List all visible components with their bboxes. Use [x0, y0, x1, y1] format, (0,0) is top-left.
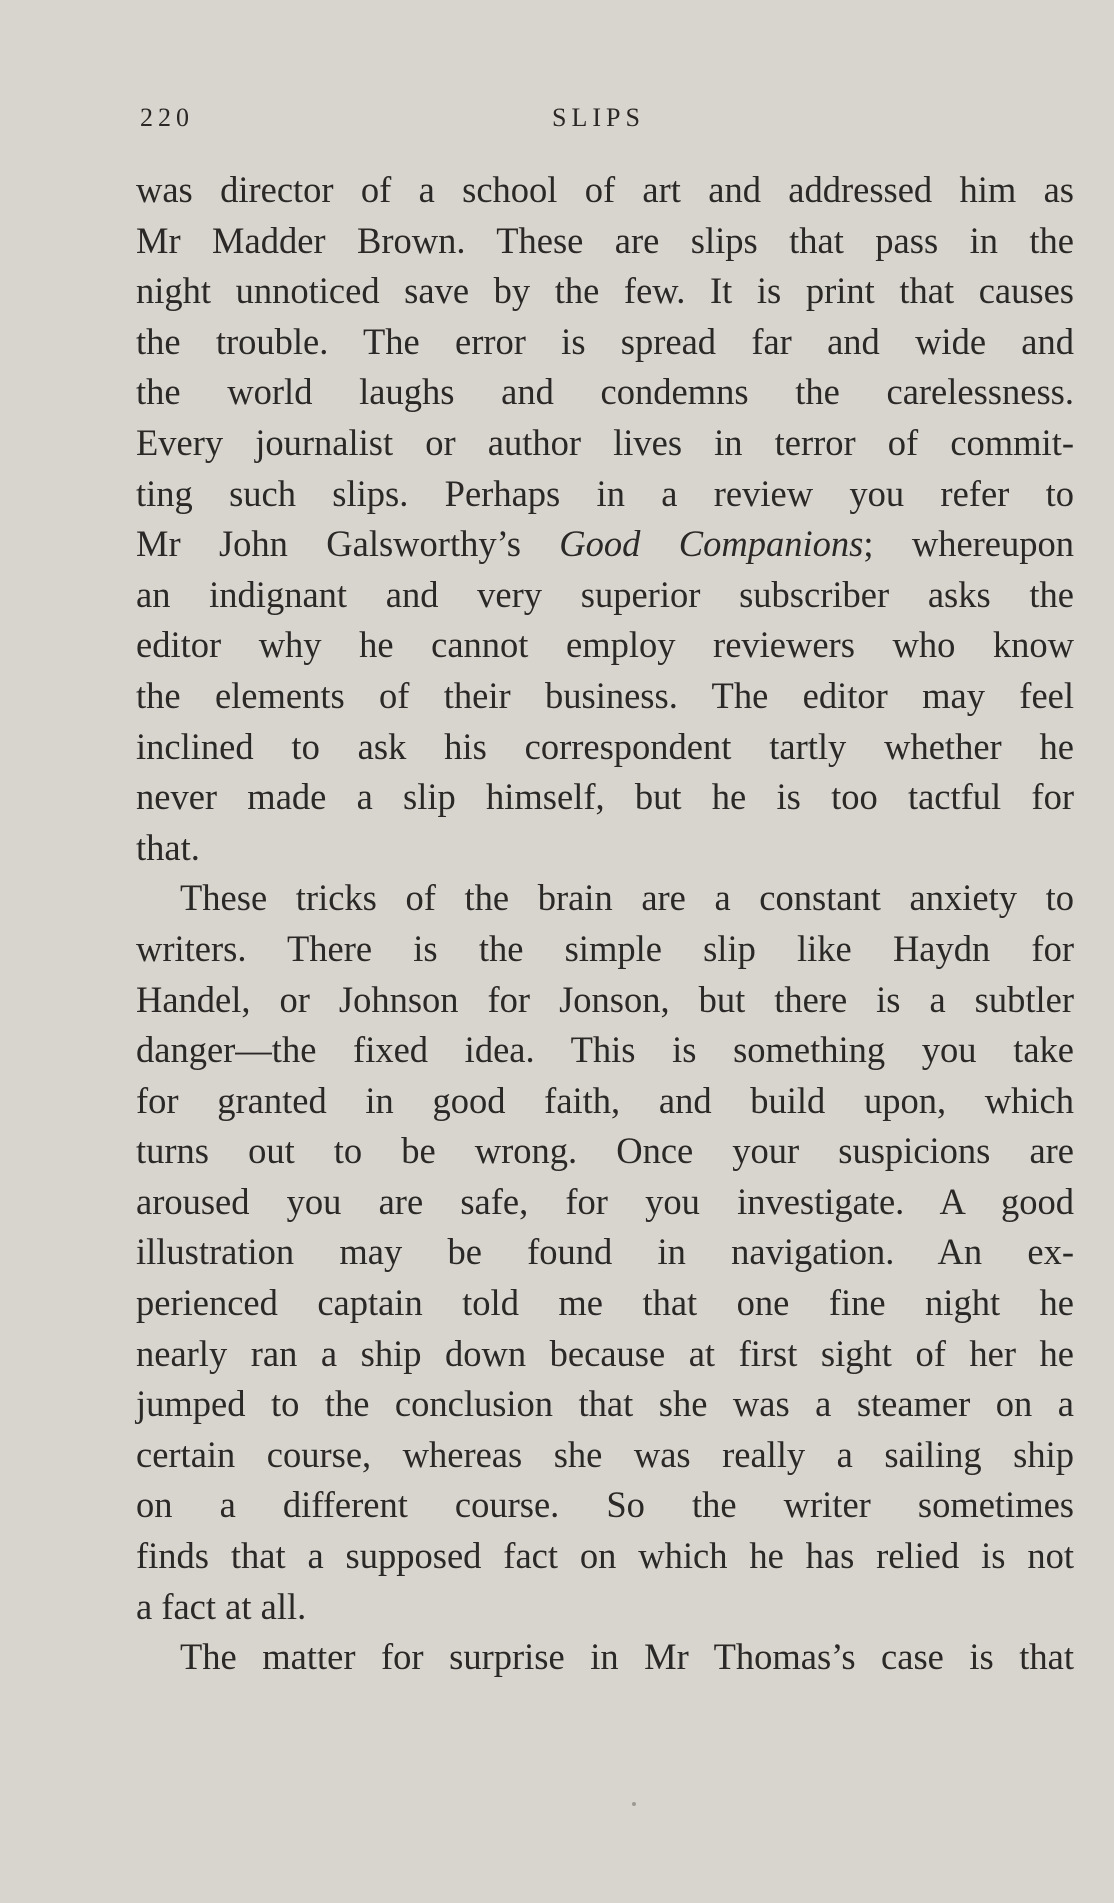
text-line: ting such slips. Perhaps in a review you refer to [136, 472, 1074, 514]
text-line: Handel, or Johnson for Jonson, but there is a subtler [136, 978, 1074, 1020]
text-line: was director of a school of art and addressed him as [136, 169, 1074, 210]
text-line: writers. There is the simple slip like Haydn for [136, 927, 1074, 969]
text-line: turns out to be wrong. Once your suspicions are [136, 1130, 1074, 1172]
text-line: aroused you are safe, for you investigate. A good [136, 1180, 1074, 1222]
text-line: for granted in good faith, and build upon, which [136, 1079, 1074, 1121]
text-line: The matter for surprise in Mr Thomas’s case is that [180, 1636, 1074, 1678]
body-text [136, 165, 1074, 1683]
page-number: 220 [140, 103, 194, 132]
text-line: editor why he cannot employ reviewers who know [136, 624, 1074, 666]
book-title: Good Companions [559, 523, 864, 565]
text-line: the trouble. The error is spread far and wide and [136, 320, 1074, 362]
text-line: These tricks of the brain are a constant anxiety to [180, 877, 1074, 919]
text-line: finds that a supposed fact on which he has relied is not [136, 1535, 1074, 1577]
text-line: Every journalist or author lives in terror of commit- [136, 421, 1074, 463]
text-line: the elements of their business. The editor may feel [136, 674, 1074, 716]
text-line: illustration may be found in navigation. An ex- [136, 1231, 1074, 1273]
text-line: certain course, whereas she was really a sailing ship [136, 1433, 1074, 1475]
text-line: a fact at all. [136, 1585, 307, 1627]
text-fragment: Mr John Galsworthy’s [136, 523, 560, 565]
text-line: nearly ran a ship down because at first sight of her he [136, 1332, 1074, 1374]
paper-speck [632, 1802, 636, 1806]
running-title: SLIPS [552, 103, 645, 132]
text-line: inclined to ask his correspondent tartly whether he [136, 725, 1074, 767]
text-line: an indignant and very superior subscriber asks the [136, 573, 1074, 615]
text-line: that. [136, 826, 200, 868]
text-line: on a different course. So the writer sometimes [136, 1484, 1074, 1526]
text-line: the world laughs and condemns the carelessness. [136, 371, 1074, 413]
text-line: never made a slip himself, but he is too tactful for [136, 776, 1074, 818]
text-line: danger—the fixed idea. This is something you take [136, 1029, 1074, 1071]
running-head [140, 103, 1075, 143]
text-line: night unnoticed save by the few. It is print that causes [136, 270, 1074, 312]
text-line: jumped to the conclusion that she was a steamer on a [136, 1383, 1074, 1425]
text-line: Mr Madder Brown. These are slips that pass in the [136, 219, 1074, 261]
text-line: perienced captain told me that one fine night he [136, 1282, 1074, 1324]
text-line-with-book-title [136, 519, 1074, 570]
text-fragment: ; whereupon [863, 523, 1074, 565]
